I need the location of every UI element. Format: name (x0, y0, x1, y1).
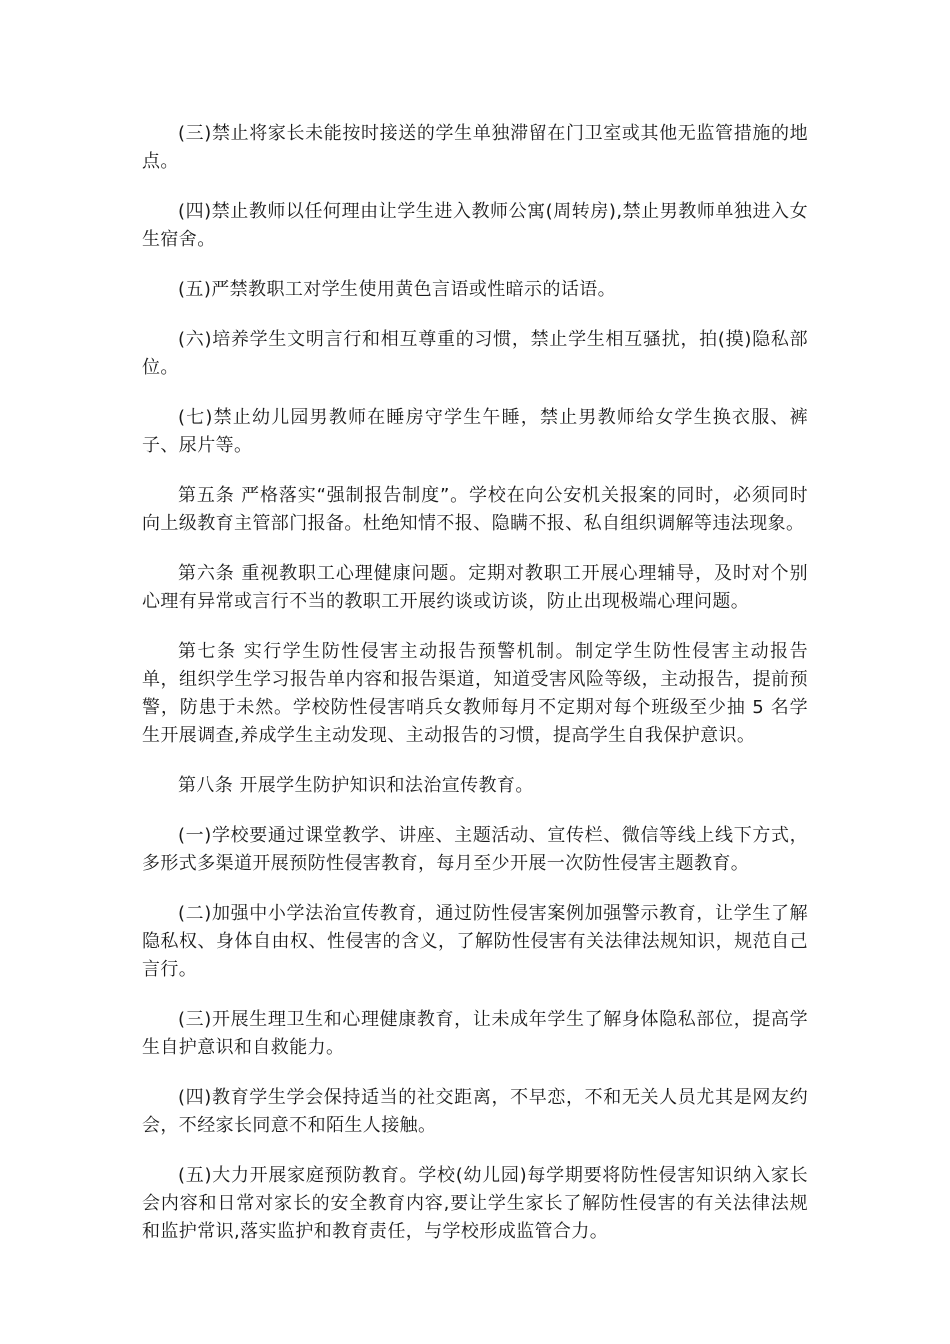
paragraph-item-5: (五)严禁教职工对学生使用黄色言语或性暗示的话语。 (178, 279, 617, 300)
article-8-item-3: (三)开展生理卫生和心理健康教育，让未成年学生了解身体隐私部位，提高学生自护意识和自救能力。 (142, 1009, 808, 1058)
article-8-item-5: (五)大力开展家庭预防教育。学校(幼儿园)每学期要将防性侵害知识纳入家长会内容和日常对家长的安全教育内容,要让学生家长了解防性侵害的有关法律法规和监护常识,落实监护和教育责任，与学校形成监管合力。 (142, 1165, 808, 1242)
article-8: 第八条 开展学生防护知识和法治宣传教育。 (178, 775, 534, 796)
article-7: 第七条 实行学生防性侵害主动报告预警机制。制定学生防性侵害主动报告单，组织学生学习报告单内容和报告渠道，知道受害风险等级，主动报告，提前预警，防患于未然。学校防性侵害哨兵女教师每月不定期对每个班级至少抽 5 名学生开展调查,养成学生主动发现、主动报告的习惯，提高学生自我保护意识。 (142, 641, 808, 746)
article-8-item-4: (四)教育学生学会保持适当的社交距离，不早恋，不和无关人员尤其是网友约会，不经家长同意不和陌生人接触。 (142, 1087, 808, 1136)
article-8-item-2: (二)加强中小学法治宣传教育，通过防性侵害案例加强警示教育，让学生了解隐私权、身体自由权、性侵害的含义，了解防性侵害有关法律法规知识，规范自己言行。 (142, 903, 808, 980)
paragraph-item-4: (四)禁止教师以任何理由让学生进入教师公寓(周转房),禁止男教师单独进入女生宿舍。 (142, 201, 808, 250)
paragraph-item-7: (七)禁止幼儿园男教师在睡房守学生午睡，禁止男教师给女学生换衣服、裤子、尿片等。 (142, 407, 808, 456)
article-5: 第五条 严格落实“强制报告制度”。学校在向公安机关报案的同时，必须同时向上级教育主管部门报备。杜绝知情不报、隐瞒不报、私自组织调解等违法现象。 (142, 485, 808, 534)
paragraph-item-6: (六)培养学生文明言行和相互尊重的习惯，禁止学生相互骚扰，拍(摸)隐私部位。 (142, 329, 808, 378)
article-8-item-1: (一)学校要通过课堂教学、讲座、主题活动、宣传栏、微信等线上线下方式，多形式多渠道开展预防性侵害教育，每月至少开展一次防性侵害主题教育。 (142, 825, 808, 874)
paragraph-item-3: (三)禁止将家长未能按时接送的学生单独滞留在门卫室或其他无监管措施的地点。 (142, 123, 808, 172)
article-6: 第六条 重视教职工心理健康问题。定期对教职工开展心理辅导，及时对个别心理有异常或言行不当的教职工开展约谈或访谈，防止出现极端心理问题。 (142, 563, 808, 612)
